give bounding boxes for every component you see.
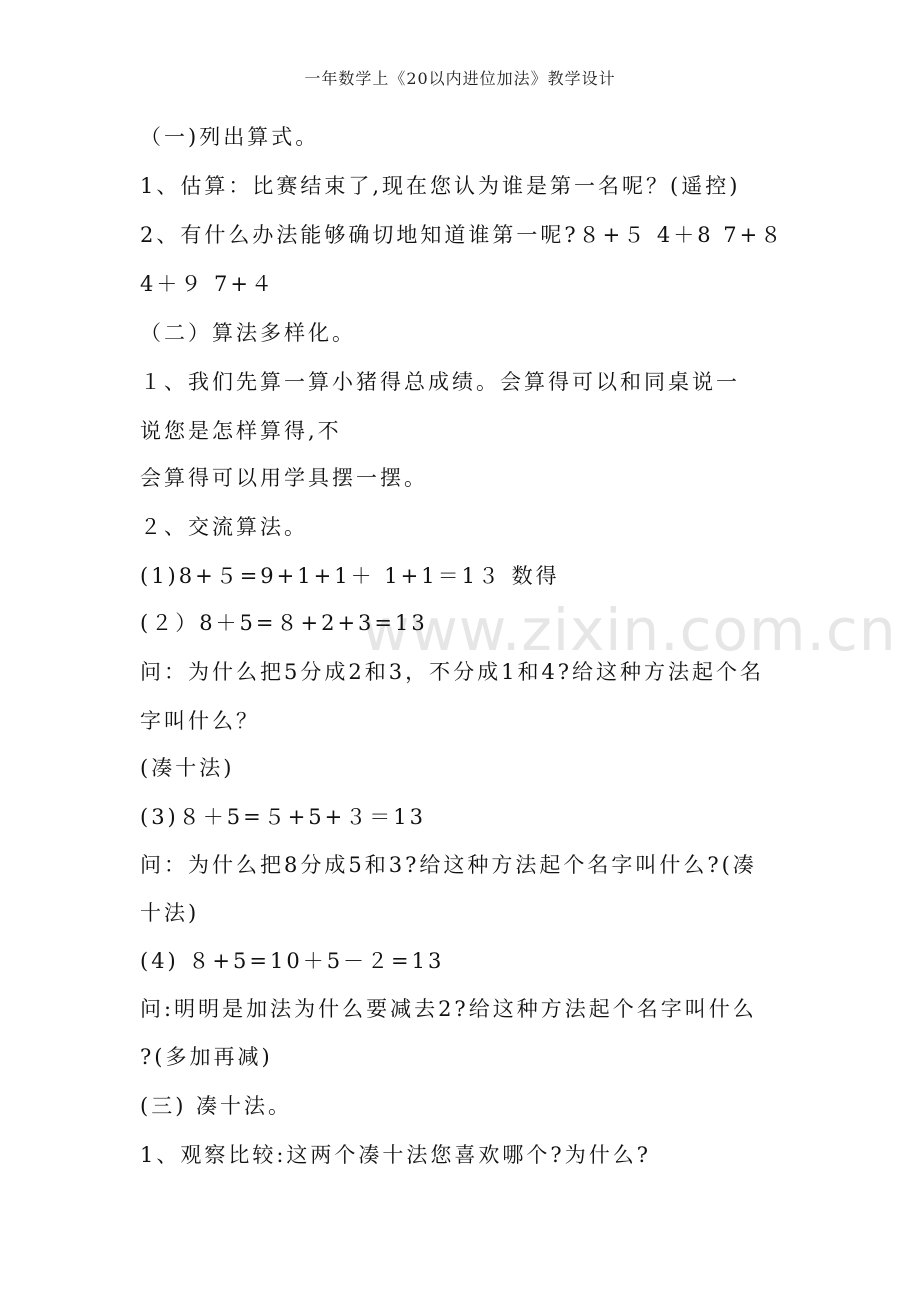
paragraph-line: １、我们先算一算小猪得总成绩。会算得可以和同桌说一 [140, 370, 740, 394]
equation-line: (3)８＋5=５+5+３＝13 [140, 805, 426, 829]
paragraph-line: 2、有什么办法能够确切地知道谁第一呢?８+５ 4＋8 7+８ [140, 223, 785, 247]
section-heading-3: (三) 凑十法。 [140, 1094, 293, 1118]
page-header: 一年数学上《20以内进位加法》教学设计 [304, 69, 616, 88]
equation-line: (4) ８+5=10＋5－２=13 [140, 949, 445, 973]
question-line: 十法) [140, 901, 200, 925]
question-line: 问:明明是加法为什么要减去2?给这种方法起个名字叫什么 [140, 997, 757, 1021]
section-heading-2: （二）算法多样化。 [140, 321, 356, 345]
paragraph-line: 1、观察比较:这两个凑十法您喜欢哪个?为什么? [140, 1143, 651, 1167]
answer-line: ?(多加再减) [140, 1045, 273, 1069]
paragraph-line: ２、交流算法。 [140, 515, 308, 539]
answer-line: (凑十法) [140, 756, 235, 780]
question-line: 字叫什么？ [140, 709, 260, 733]
paragraph-line: 1、估算：比赛结束了,现在您认为谁是第一名呢？(遥控) [140, 174, 741, 198]
paragraph-line: 说您是怎样算得,不 [140, 419, 342, 443]
paragraph-line: 4＋９ 7+４ [140, 272, 275, 296]
question-line: 问：为什么把8分成5和3?给这种方法起个名字叫什么?(凑 [140, 853, 757, 877]
paragraph-line: 会算得可以用学具摆一摆。 [140, 466, 428, 490]
equation-line: (２）8＋5=８+2+3=13 [140, 611, 428, 635]
section-heading-1: （一)列出算式。 [140, 125, 320, 149]
question-line: 问：为什么把5分成2和3，不分成1和4?给这种方法起个名 [140, 660, 765, 684]
watermark: www.zixin.com.cn [362, 596, 897, 664]
equation-line: (1)8+５=9+1+1＋ 1+1＝1３ 数得 [140, 564, 560, 588]
